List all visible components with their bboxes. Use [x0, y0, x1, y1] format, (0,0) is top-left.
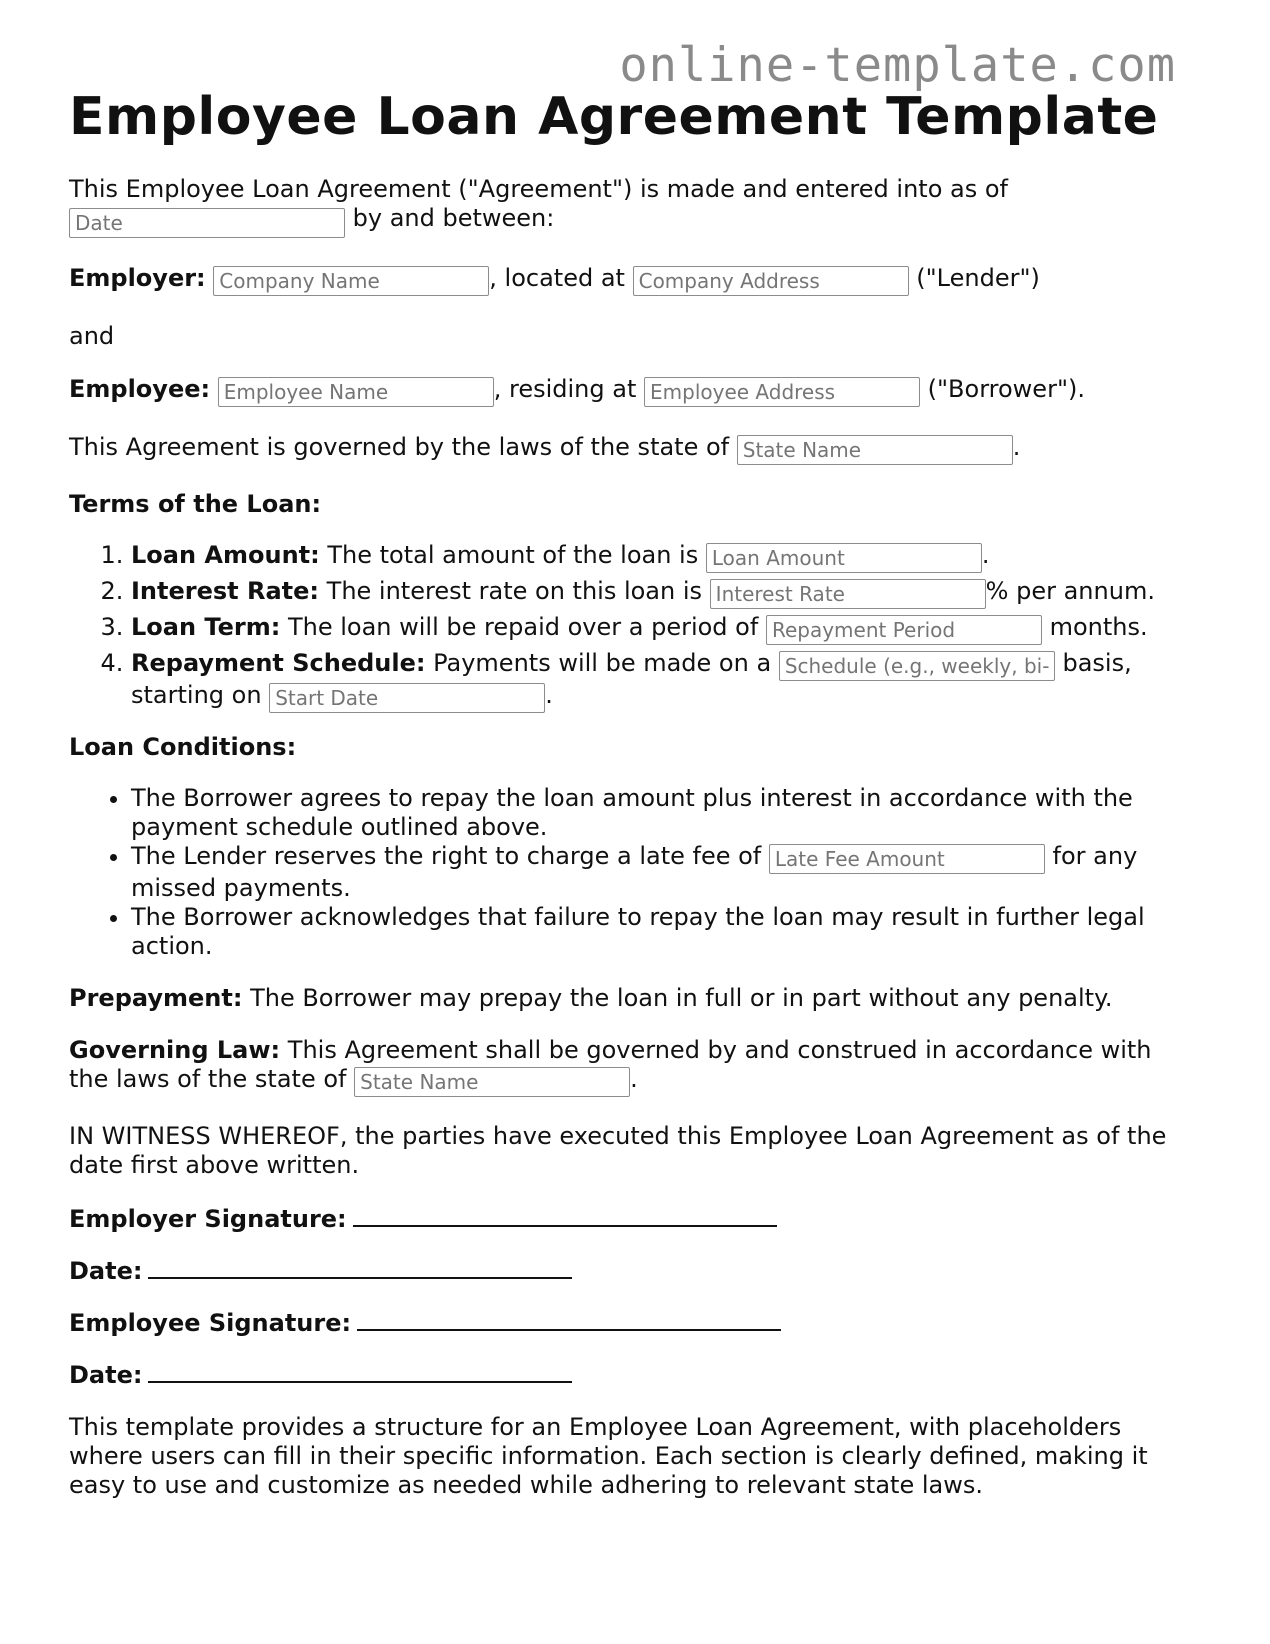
- terms-list: [69, 541, 1189, 713]
- state-name-input[interactable]: [737, 435, 1013, 465]
- late-fee-after: for any missed payments.: [131, 842, 1138, 902]
- term-text: The interest rate on this loan is: [326, 577, 703, 605]
- witness-paragraph: IN WITNESS WHEREOF, the parties have executed this Employee Loan Agreement as of the date first above written.: [69, 1122, 1167, 1179]
- governing-law-end: .: [630, 1065, 638, 1093]
- term-text: The total amount of the loan is: [327, 541, 699, 569]
- employee-line: [69, 375, 1189, 407]
- conditions-heading: Loan Conditions:: [69, 733, 297, 761]
- term-text: The loan will be repaid over a period of: [287, 613, 759, 641]
- employer-signature-field[interactable]: [353, 1207, 777, 1227]
- list-item: [131, 541, 1189, 573]
- page-title: Employee Loan Agreement Template: [69, 87, 1159, 147]
- list-item: [131, 613, 1189, 645]
- start-date-input[interactable]: [269, 683, 545, 713]
- list-item: • The Borrower agrees to repay the loan amount plus interest in accordance with the payment schedule outlined above.: [131, 784, 1189, 842]
- interest-rate-input[interactable]: [710, 579, 986, 609]
- intro-text: This Employee Loan Agreement ("Agreement") is made and entered into as of: [69, 175, 1008, 203]
- governing-state-input[interactable]: [354, 1067, 630, 1097]
- employer-label: Employer:: [69, 264, 206, 292]
- term-label: Loan Term:: [131, 613, 281, 641]
- employer-signature-label: Employer Signature:: [69, 1205, 347, 1233]
- located-text: , located at: [489, 264, 625, 292]
- term-label: Repayment Schedule:: [131, 649, 426, 677]
- employee-signature-field[interactable]: [357, 1311, 781, 1331]
- late-fee-input[interactable]: [769, 844, 1045, 874]
- governing-law-paragraph: [69, 1036, 1189, 1097]
- term-after-2: .: [545, 681, 553, 709]
- late-fee-text: The Lender reserves the right to charge a late fee of: [131, 842, 762, 870]
- loan-amount-input[interactable]: [706, 543, 982, 573]
- agreement-date-input[interactable]: [69, 208, 345, 238]
- employee-signature-line: [69, 1309, 1189, 1338]
- employer-line: [69, 264, 1189, 296]
- conditions-list: [69, 784, 1189, 961]
- term-label: Interest Rate:: [131, 577, 320, 605]
- governing-law-label: Governing Law:: [69, 1036, 281, 1064]
- date-label-1: Date:: [69, 1257, 143, 1285]
- date-field-1[interactable]: [148, 1259, 572, 1279]
- and-text: and: [69, 322, 115, 350]
- repayment-period-input[interactable]: [766, 615, 1042, 645]
- term-after: .: [981, 541, 990, 569]
- footer-paragraph: This template provides a structure for an Employee Loan Agreement, with placeholders where users can fill in their specific information. Each section is clearly defined, making it easy to use and customize as needed while adhering to relevant state laws.: [69, 1413, 1148, 1499]
- borrower-role: ("Borrower").: [927, 375, 1085, 403]
- governed-end: .: [1012, 433, 1021, 461]
- term-label: Loan Amount:: [131, 541, 320, 569]
- prepayment-paragraph: [69, 984, 1189, 1013]
- document-page: [69, 86, 1189, 1500]
- governed-line: [69, 433, 1189, 465]
- term-text: Payments will be made on a: [433, 649, 772, 677]
- list-item: [131, 649, 1189, 713]
- governing-law-text: This Agreement shall be governed by and construed in accordance with the laws of the state of: [69, 1036, 1152, 1093]
- company-address-input[interactable]: [633, 266, 909, 296]
- watermark: online-template.com: [619, 38, 1176, 93]
- employee-name-input[interactable]: [218, 377, 494, 407]
- date-line-2: [69, 1361, 1189, 1390]
- residing-text: , residing at: [493, 375, 637, 403]
- governed-text: This Agreement is governed by the laws of the state of: [69, 433, 730, 461]
- company-name-input[interactable]: [213, 266, 489, 296]
- date-label-2: Date:: [69, 1361, 143, 1389]
- lender-role: ("Lender"): [916, 264, 1040, 292]
- employer-signature-line: [69, 1205, 1189, 1234]
- date-line-1: [69, 1257, 1189, 1286]
- list-item: • The Borrower acknowledges that failure to repay the loan may result in further legal action.: [131, 903, 1189, 961]
- term-after: % per annum.: [985, 577, 1155, 605]
- term-after: months.: [1049, 613, 1148, 641]
- list-item: [131, 577, 1189, 609]
- employee-label: Employee:: [69, 375, 211, 403]
- intro-text-after: by and between:: [352, 204, 555, 232]
- list-item: [131, 842, 1189, 903]
- prepayment-text: The Borrower may prepay the loan in full or in part without any penalty.: [250, 984, 1113, 1012]
- prepayment-label: Prepayment:: [69, 984, 243, 1012]
- employee-signature-label: Employee Signature:: [69, 1309, 352, 1337]
- terms-heading: Terms of the Loan:: [69, 490, 322, 518]
- employee-address-input[interactable]: [644, 377, 920, 407]
- intro-paragraph: [69, 175, 1189, 238]
- date-field-2[interactable]: [148, 1363, 572, 1383]
- term-after: basis, starting on: [131, 649, 1132, 709]
- schedule-input[interactable]: [779, 651, 1055, 681]
